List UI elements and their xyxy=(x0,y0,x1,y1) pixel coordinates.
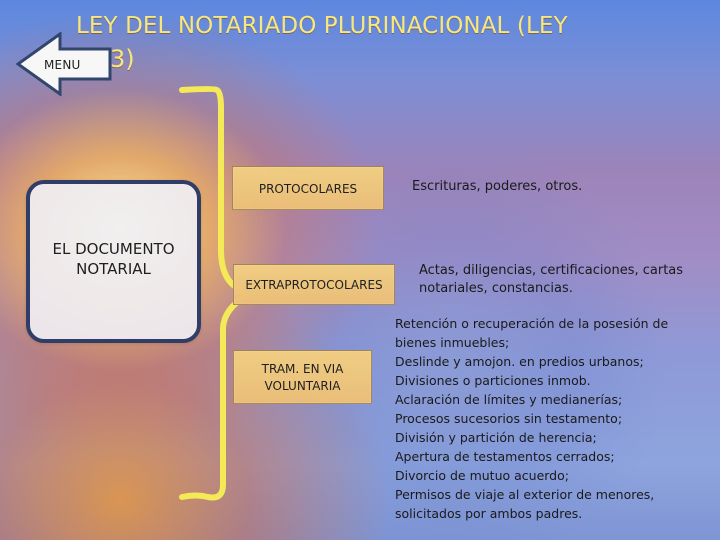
category-tram-description-list xyxy=(395,314,709,523)
list-item: Aclaración de límites y medianerías; xyxy=(395,392,623,407)
menu-button[interactable] xyxy=(16,32,112,96)
list-item: Retención o recuperación de la posesión de bienes inmuebles; xyxy=(395,316,669,350)
category-extraprotocolares-label: EXTRAPROTOCOLARES xyxy=(245,278,383,292)
category-extraprotocolares-description: Actas, diligencias, certificaciones, cartas notariales, constancias. xyxy=(419,263,684,296)
category-protocolares-box xyxy=(232,166,384,210)
category-protocolares-description: Escrituras, poderes, otros. xyxy=(412,179,583,194)
document-box-label: EL DOCUMENTO NOTARIAL xyxy=(52,240,175,278)
list-item: Divorcio de mutuo acuerdo; xyxy=(395,468,569,483)
category-extraprotocolares-box xyxy=(233,264,395,305)
menu-label: MENU xyxy=(44,58,81,72)
category-tram-label: TRAM. EN VIA VOLUNTARIA xyxy=(261,362,344,393)
list-item: Deslinde y amojon. en predios urbanos; xyxy=(395,354,644,369)
list-item: Apertura de testamentos cerrados; xyxy=(395,449,615,464)
list-item: Procesos sucesorios sin testamento; xyxy=(395,411,623,426)
list-item: División y partición de herencia; xyxy=(395,430,597,445)
slide-title-line-2: 3) xyxy=(110,45,135,73)
slide-title-line-1: LEY DEL NOTARIADO PLURINACIONAL (LEY xyxy=(76,13,568,39)
list-item: Permisos de viaje al exterior de menores, solicitados por ambos padres. xyxy=(395,487,655,521)
list-item: Divisiones o particiones inmob. xyxy=(395,373,591,388)
category-tram-box xyxy=(233,350,372,404)
category-protocolares-label: PROTOCOLARES xyxy=(258,182,358,196)
